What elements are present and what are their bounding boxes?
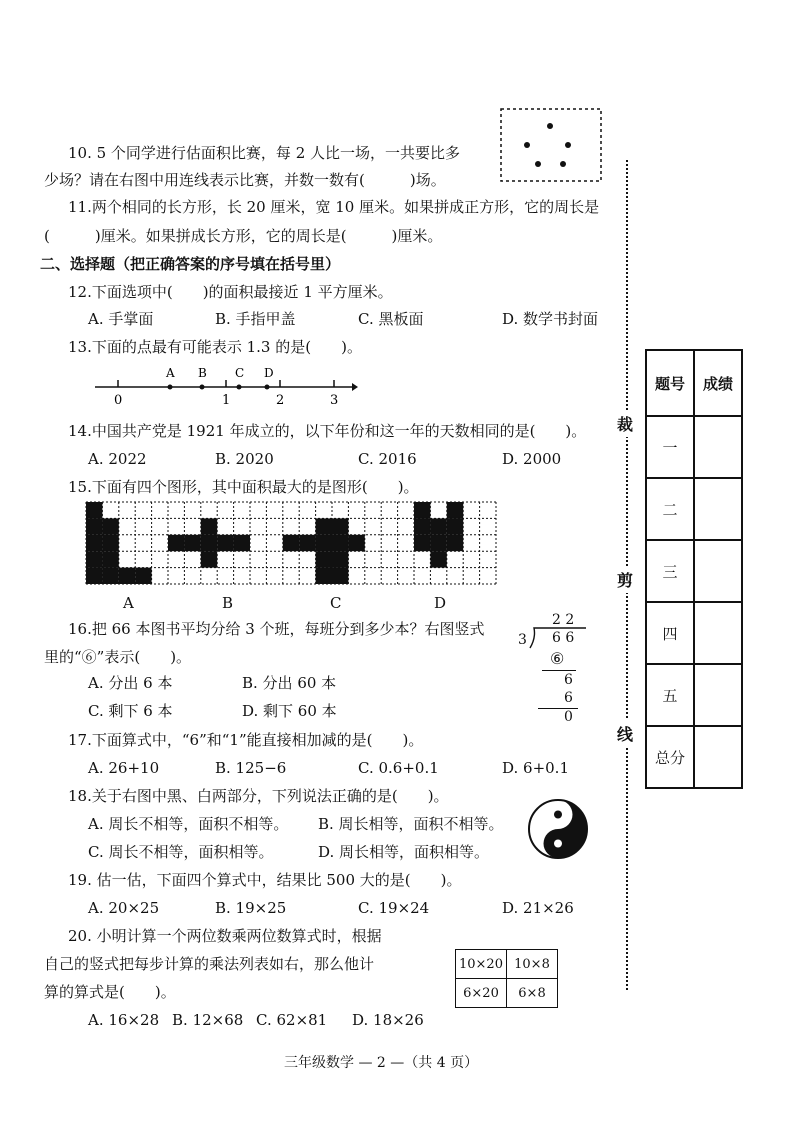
q14-option-d[interactable]: D. 2000 [502, 450, 562, 468]
shape-a-cell [86, 502, 102, 518]
q16-option-c[interactable]: C. 剩下 6 本 [88, 702, 173, 720]
shape-c-cell [316, 568, 332, 584]
mult-cell: 10×20 [456, 950, 507, 979]
q11-line2: ( )厘米。如果拼成长方形，它的周长是( )厘米。 [44, 227, 443, 245]
q19-option-b[interactable]: B. 19×25 [215, 899, 287, 917]
q13-number-line [90, 362, 360, 408]
shape-a-cell [102, 568, 118, 584]
q19-option-c[interactable]: C. 19×24 [358, 899, 430, 917]
shape-a-cell [86, 518, 102, 534]
q12-option-c[interactable]: C. 黑板面 [358, 310, 424, 328]
score-input[interactable] [694, 478, 742, 540]
score-input[interactable] [694, 664, 742, 726]
shape-b-cell [217, 535, 233, 551]
q18-option-c[interactable]: C. 周长不相等，面积相等。 [88, 843, 274, 861]
point-label-c: C [235, 366, 245, 380]
cut-label-3: 线 [617, 720, 633, 747]
q18-option-b[interactable]: B. 周长相等，面积不相等。 [318, 815, 504, 833]
shape-b-cell [201, 551, 217, 567]
q10-dot-figure[interactable] [500, 108, 602, 182]
point-label-d: D [264, 366, 274, 380]
q19-stem: 19. 估一估，下面四个算式中，结果比 500 大的是( )。 [68, 871, 462, 889]
shape-c-cell [316, 551, 332, 567]
shape-d-cell [447, 535, 463, 551]
division-quotient: 2 2 [552, 612, 575, 628]
score-row-label: 一 [646, 416, 694, 478]
q19-option-a[interactable]: A. 20×25 [88, 899, 160, 917]
q16-option-d[interactable]: D. 剩下 60 本 [242, 702, 337, 720]
score-header-score: 成绩 [694, 350, 742, 416]
q15-label-a: A [123, 594, 134, 612]
page-footer: 三年级数学 — 2 —（共 4 页） [284, 1055, 479, 1071]
q12-option-d[interactable]: D. 数学书封面 [502, 310, 599, 328]
q17-option-c[interactable]: C. 0.6+0.1 [358, 759, 439, 777]
division-line1 [542, 670, 576, 671]
q15-label-c: C [330, 594, 342, 612]
q19-option-d[interactable]: D. 21×26 [502, 899, 574, 917]
q12-option-a[interactable]: A. 手掌面 [88, 310, 154, 328]
division-step1: ⑥ [550, 649, 565, 668]
dot [565, 142, 571, 148]
q10-line2: 少场？请在右图中用连线表示比赛，并数一数有( )场。 [44, 171, 446, 189]
score-row-label: 四 [646, 602, 694, 664]
score-input[interactable] [694, 726, 742, 788]
q18-option-d[interactable]: D. 周长相等，面积相等。 [318, 843, 490, 861]
q15-stem: 15.下面有四个图形，其中面积最大的是图形( )。 [68, 478, 419, 496]
shape-c-cell [316, 535, 332, 551]
division-step3: 6 [564, 690, 573, 706]
q16-long-division [510, 612, 590, 727]
q20-line2: 自己的竖式把每步计算的乘法列表如右，那么他计 [44, 955, 375, 973]
shape-c-cell [332, 535, 348, 551]
q20-line3: 算的算式是( )。 [44, 983, 176, 1001]
score-row-label: 二 [646, 478, 694, 540]
q16-option-b[interactable]: B. 分出 60 本 [242, 674, 337, 692]
shape-b-cell [234, 535, 250, 551]
shape-d-cell [414, 502, 430, 518]
score-row-label: 五 [646, 664, 694, 726]
section-heading: 二、选择题（把正确答案的序号填在括号里） [40, 255, 341, 273]
tick-label-1: 1 [222, 393, 231, 408]
shape-d-cell [447, 502, 463, 518]
shape-a-cell [102, 535, 118, 551]
score-input[interactable] [694, 540, 742, 602]
q12-option-b[interactable]: B. 手指甲盖 [215, 310, 296, 328]
shape-d-cell [414, 535, 430, 551]
q20-line1: 20. 小明计算一个两位数乘两位数算式时，根据 [68, 927, 382, 945]
shape-d-cell [447, 518, 463, 534]
shape-a-cell [86, 551, 102, 567]
division-step2: 6 [564, 672, 573, 688]
q18-option-a[interactable]: A. 周长不相等，面积不相等。 [88, 815, 289, 833]
shape-d-cell [430, 535, 446, 551]
tick-label-0: 0 [114, 393, 123, 408]
q18-stem: 18.关于右图中黑、白两部分，下列说法正确的是( )。 [68, 787, 449, 805]
q20-multiplication-table [455, 949, 558, 1008]
tick-label-3: 3 [330, 393, 339, 408]
shape-b-cell [201, 518, 217, 534]
shape-d-cell [430, 518, 446, 534]
q14-option-b[interactable]: B. 2020 [215, 450, 274, 468]
mult-cell: 6×8 [507, 979, 558, 1008]
shape-b-cell [201, 535, 217, 551]
shape-c-cell [299, 535, 315, 551]
shape-c-cell [283, 535, 299, 551]
q16-line2: 里的“⑥”表示( )。 [44, 648, 192, 666]
division-dividend: 6 6 [552, 630, 575, 646]
yin-yang-figure [527, 798, 589, 860]
q11-line1: 11.两个相同的长方形，长 20 厘米，宽 10 厘米。如果拼成正方形，它的周长是 [68, 198, 600, 216]
shape-a-cell [102, 551, 118, 567]
point-d [265, 385, 270, 390]
score-input[interactable] [694, 602, 742, 664]
q14-option-a[interactable]: A. 2022 [88, 450, 147, 468]
q15-label-b: B [222, 594, 234, 612]
shape-c-cell [348, 535, 364, 551]
cut-label-1: 裁 [617, 410, 633, 437]
shape-c-cell [316, 518, 332, 534]
point-b [200, 385, 205, 390]
q17-option-a[interactable]: A. 26+10 [88, 759, 160, 777]
point-label-b: B [198, 366, 207, 380]
point-c [237, 385, 242, 390]
division-remainder: 0 [564, 709, 573, 725]
point-a [168, 385, 173, 390]
shape-a-cell [135, 568, 151, 584]
score-input[interactable] [694, 416, 742, 478]
tick-label-2: 2 [276, 393, 285, 408]
score-row-label: 三 [646, 540, 694, 602]
q16-option-a[interactable]: A. 分出 6 本 [88, 674, 173, 692]
shape-d-cell [430, 551, 446, 567]
q20-option-c[interactable]: C. 62×81 [256, 1011, 328, 1029]
score-table [645, 349, 743, 789]
shape-c-cell [332, 551, 348, 567]
dot [547, 123, 553, 129]
mult-cell: 6×20 [456, 979, 507, 1008]
shape-a-cell [86, 535, 102, 551]
q17-stem: 17.下面算式中，“6”和“1”能直接相加减的是( )。 [68, 731, 424, 749]
dot [535, 161, 541, 167]
point-label-a: A [166, 366, 175, 380]
division-divisor: 3 [518, 632, 527, 648]
q20-option-d[interactable]: D. 18×26 [352, 1011, 424, 1029]
dot [560, 161, 566, 167]
shape-c-cell [332, 568, 348, 584]
shape-a-cell [102, 518, 118, 534]
cut-label-2: 剪 [617, 566, 633, 593]
q15-label-d: D [434, 594, 447, 612]
q13-stem: 13.下面的点最有可能表示 1.3 的是( )。 [68, 338, 362, 356]
q16-line1: 16.把 66 本图书平均分给 3 个班，每班分到多少本？右图竖式 [68, 620, 485, 638]
q17-option-b[interactable]: B. 125−6 [215, 759, 287, 777]
q14-option-c[interactable]: C. 2016 [358, 450, 417, 468]
q15-grid-figures [84, 500, 500, 592]
shape-b-cell [184, 535, 200, 551]
shape-d-cell [414, 518, 430, 534]
q17-option-d[interactable]: D. 6+0.1 [502, 759, 569, 777]
q20-option-a[interactable]: A. 16×28 [88, 1011, 160, 1029]
shape-a-cell [119, 568, 135, 584]
q10-line1: 10. 5 个同学进行估面积比赛，每 2 人比一场，一共要比多 [68, 144, 461, 162]
shape-b-cell [168, 535, 184, 551]
dot [524, 142, 530, 148]
mult-cell: 10×8 [507, 950, 558, 979]
score-row-label: 总分 [646, 726, 694, 788]
shape-a-cell [86, 568, 102, 584]
q14-stem: 14.中国共产党是 1921 年成立的，以下年份和这一年的天数相同的是( )。 [68, 422, 587, 440]
score-header-question: 题号 [646, 350, 694, 416]
shape-c-cell [332, 518, 348, 534]
q12-stem: 12.下面选项中( )的面积最接近 1 平方厘米。 [68, 283, 393, 301]
q20-option-b[interactable]: B. 12×68 [172, 1011, 244, 1029]
